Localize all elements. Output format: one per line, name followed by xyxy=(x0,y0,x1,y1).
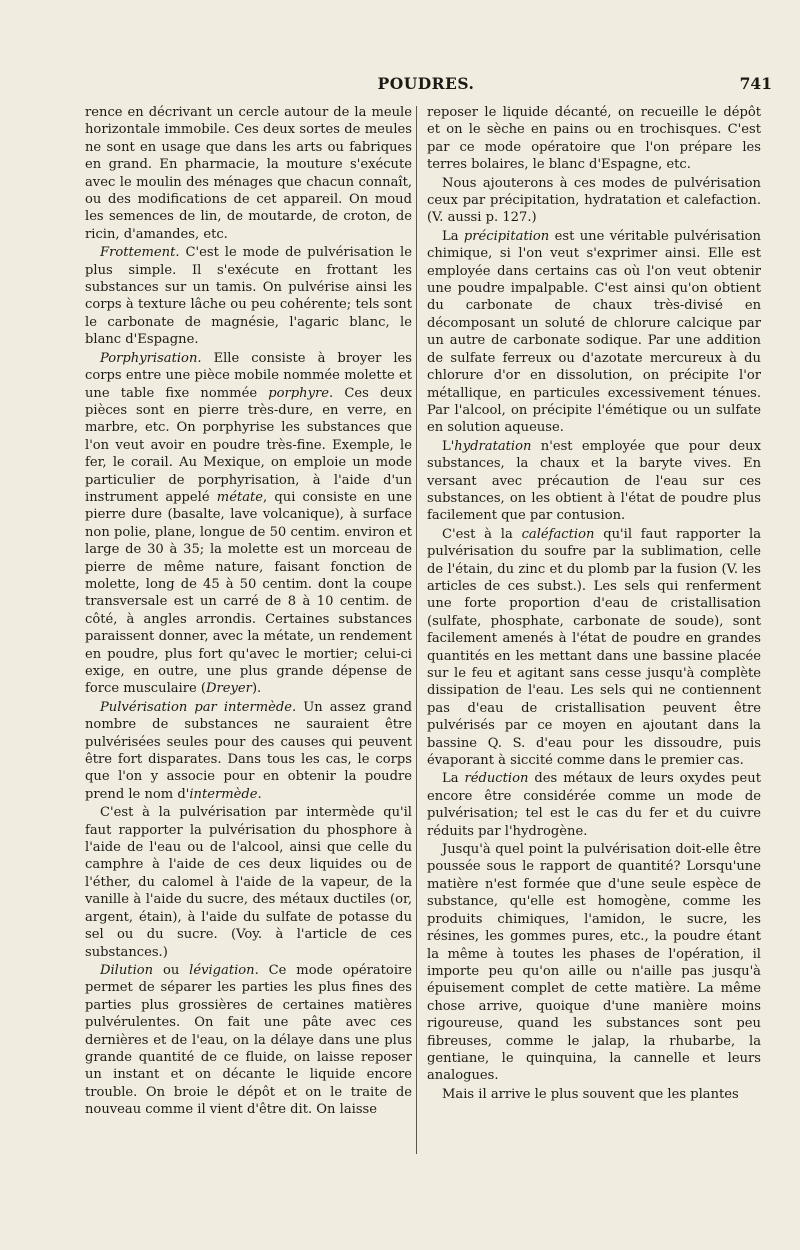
paragraph-reduction: La réduction des métaux de leurs oxydes peut encore être considérée comme un mode de pulvérisation; tel est le cas du fer et du cuivre réduits par l'hydrogène. xyxy=(427,771,761,839)
term: Porphyrisation. xyxy=(100,350,202,366)
paragraph: Mais il arrive le plus souvent que les plantes xyxy=(442,1086,739,1102)
column-divider xyxy=(416,106,417,1154)
paragraph-precipitation: La précipitation est une véritable pulvérisation chimique, si l'on veut s'exprimer ainsi. Elle est employée dans certains cas où l'on veut obtenir une poudre impalpable. C'est ainsi qu'on obtient du carbonate de chaux très-divisé en décomposant un soluté de chlorure calcique par un autre de carbonate sodique. Par une addition de sulfate ferreux ou d'azotate mercureux à du chlorure d'or en dissolution, on précipite l'or métallique, en particules excessivement ténues. Par l'alcool, on précipite l'émétique ou un sulfate en solution aqueuse. xyxy=(427,228,761,436)
paragraph-frottement: Frottement. C'est le mode de pulvérisation le plus simple. Il s'exécute en frottant les substances sur un tamis. On pulvérise ainsi les corps à texture lâche ou peu cohérente; tels sont le carbonate de magnésie, l'agaric blanc, le blanc d'Espagne. xyxy=(85,245,412,348)
term: hydratation xyxy=(454,438,532,454)
page-number: 741 xyxy=(739,74,772,93)
paragraph: C'est à la pulvérisation par intermède qu'il faut rapporter la pulvérisation du phosphore à l'aide de l'eau ou de l'alcool, ainsi que celle du camphre à l'aide de ces deux liquides ou de l'éther, du calomel à l'aide de la vapeur, de la vanille à l'aide du sucre, des métaux ductiles (or, argent, étain), à l'aide du sulfate de potasse du sel ou du sucre. (Voy. à l'article de ces substances.) xyxy=(85,805,412,960)
paragraph: reposer le liquide décanté, on recueille le dépôt et on le sèche en pains ou en trochisques. C'est par ce mode opératoire que l'on prépare les terres bolaires, le blanc d'Espagne, etc. xyxy=(427,105,761,173)
paragraph-porphyrisation: Porphyrisation. Elle consiste à broyer les corps entre une pièce mobile nommée molette et une table fixe nommée porphyre. Ces deux pièces sont en pierre très-dure, en verre, en marbre, etc. On porphyrise les substances que l'on veut avoir en poudre très-fine. Exemple, le fer, le corail. Au Mexique, on emploie un mode particulier de porphyrisation, à l'aide d'un instrument appelé métate, qui consiste en une pierre dure (basalte, lave volcanique), à surface non polie, plane, longue de 50 centim. environ et large de 30 à 35; la molette est un morceau de pierre de même nature, faisant fonction de molette, long de 45 à 50 centim. dont la coupe transversale est un carré de 8 à 10 centim. de côté, à angles arrondis. Certaines substances paraissent donner, avec la métate, un rendement en poudre, plus fort qu'avec le mortier; celui-ci exige, en outre, une plus grande dépense de force musculaire (Dreyer). xyxy=(85,350,413,697)
term: Dreyer xyxy=(206,681,252,697)
term: porphyre xyxy=(268,385,330,401)
paragraph-dilution: Dilution ou lévigation. Ce mode opératoire permet de séparer les parties les plus fines des parties plus grossières de certaines matières pulvérulentes. On fait une pâte avec ces dernières et de l'eau, on la délaye dans une plus grande quantité de ce fluide, on laisse reposer un instant et on décante le liquide encore trouble. On broie le dépôt et on le traite de nouveau comme il vient d'être dit. On laisse xyxy=(85,962,413,1118)
running-header xyxy=(80,74,772,96)
term: Pulvérisation par intermède. xyxy=(100,699,297,715)
term: lévigation xyxy=(189,962,255,978)
term: Frottement. xyxy=(100,245,180,261)
term: Dilution xyxy=(100,962,154,978)
running-title: POUDRES. xyxy=(377,74,475,93)
paragraph-calefaction: C'est à la caléfaction qu'il faut rapporter la pulvérisation du soufre par la sublimation, celle de l'étain, du zinc et du plomb par la fusion (V. les articles de ces subst.). Les sels qui renferment une forte proportion d'eau de cristallisation (sulfate, phosphate, carbonate de soude), sont facilement amenés à l'état de poudre en grandes quantités en les mettant dans une bassine placée sur le feu et agitant sans cesse jusqu'à complète dissipation de l'eau. Les sels qui ne contiennent pas d'eau de cristallisation peuvent être pulvérisés par ce moyen en ajoutant dans la bassine Q. S. d'eau pour les dissoudre, puis évaporant à siccité comme dans le premier cas. xyxy=(427,526,761,769)
term: réduction xyxy=(464,771,529,787)
term: précipitation xyxy=(463,228,550,244)
term: intermède xyxy=(189,786,258,802)
left-column xyxy=(85,104,412,1119)
term: métate xyxy=(216,489,264,505)
term: caléfaction xyxy=(521,526,595,542)
paragraph: Nous ajouterons à ces modes de pulvérisation ceux par précipitation, hydratation et calefaction. (V. aussi p. 127.) xyxy=(427,175,761,226)
paragraph: Jusqu'à quel point la pulvérisation doit-elle être poussée sous le rapport de quantité? Lorsqu'une matière n'est formée que d'une seule espèce de substance, qu'elle est homogène, comme les produits chimiques, l'amidon, le sucre, les résines, les gommes pures, etc., la poudre étant la même à toutes les phases de l'opération, il importe peu qu'on aille ou n'aille pas jusqu'à épuisement complet de cette matière. La même chose arrive, quoique d'une manière moins rigoureuse, quand les substances sont peu fibreuses, comme le jalap, la rhubarbe, la gentiane, le quinquina, la cannelle et leurs analogues. xyxy=(427,842,761,1084)
right-column xyxy=(427,104,761,1103)
paragraph: rence en décrivant un cercle autour de la meule horizontale immobile. Ces deux sortes de meules ne sont en usage que dans les arts ou fabriques en grand. En pharmacie, la mouture s'exécute avec le moulin des ménages que chacun connaît, ou des modifications de cet appareil. On moud les semences de lin, de moutarde, de croton, de ricin, d'amandes, etc. xyxy=(85,105,412,242)
paragraph-hydratation: L'hydratation n'est employée que pour deux substances, la chaux et la baryte vives. En versant avec précaution de l'eau sur ces substances, on les obtient à l'état de poudre plus facilement que par contusion. xyxy=(427,438,761,524)
paragraph-intermede: Pulvérisation par intermède. Un assez grand nombre de substances ne sauraient être pulvérisées seules pour des causes qui peuvent être fort disparates. Dans tous les cas, le corps que l'on y associe pour en obtenir la poudre prend le nom d'intermède. xyxy=(85,699,412,802)
